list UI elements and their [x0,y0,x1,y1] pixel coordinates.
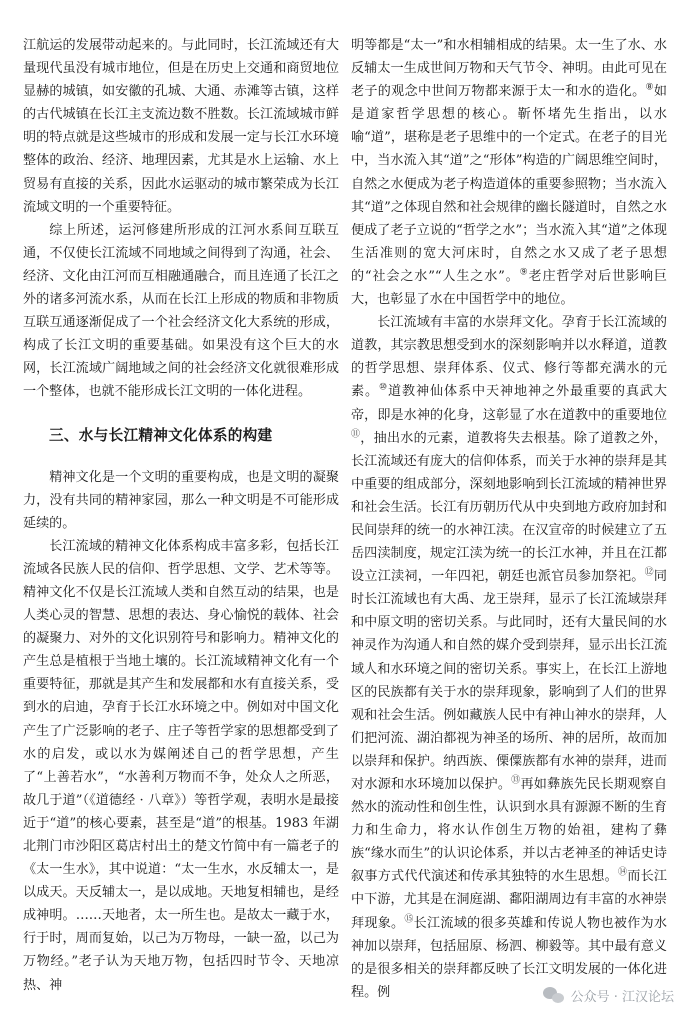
footnote-marker: ⑨ [519,267,529,278]
section-heading: 三、水与长江精神文化体系的构建 [49,426,273,444]
paragraph: 江航运的发展带动起来的。与此同时，长江流域还有大量现代虽没有城市地位，但是在历史上交通和商贸地位显赫的城镇，如安徽的孔城、大通、赤滩等古镇，这样的古代城镇在长江主支流边数不胜数。长江流域城市鲜明的特点就是这些城市的形成和发展一定与长江水环境整体的政治、经济、地理因素，尤其是水上运输、水上贸易有直接的关系，因此水运驱动的城市繁荣成为长江流域文明的一个重要特征。 [23,38,339,215]
text-run: 同时长江流域也有大禹、龙王崇拜，显示了长江流域崇拜和中原文明的密切关系。与此同时，还有大量民间的水神灵作为沟通人和自然的媒介受到崇拜，显示出长江流域人和水环境之间的密切关系。事实上，在长江上游地区的民族都有关于水的崇拜现象，影响到了人们的世界观和社会生活。例如藏族人民中有神山神水的崇拜，人们把河流、湖泊都视为神圣的场所、神的居所，故而加以崇拜和保护。纳西族、傈僳族都有水神的崇拜，进而对水源和水环境加以保护。 [351,569,667,792]
watermark [543,986,674,1005]
footnote-marker: ⑪ [351,429,361,440]
wechat-icon [543,987,565,1005]
text-run: 再如彝族先民长期观察自然水的流动性和创生性，认识到水具有源源不断的生育力和生命力，将水认作创生万物的始祖，建构了彝族“缘水而生”的认识论体系，并以古老神圣的神话史诗叙事方式代代演述和传承其独特的水生思想。 [351,777,668,885]
footnote-marker: ⑭ [617,868,628,879]
footnote-marker: ⑫ [644,567,654,578]
footnote-marker: ⑬ [511,775,521,786]
text-run: 如是道家哲学思想的核心。靳怀堵先生指出，以水喻“道”，堪称是老子思维中的一个定式。在老子的目光中，当水流入其“道”之“形体”构造的广阔思维空间时，自然之水便成为老子构造道体的重要参照物；当水流入其“道”之体现自然和社会规律的幽长隧道时，自然之水便成了老子立说的“哲学之水”；当水流入其“道”之体现生活准则的宽大河床时，自然之水又成了老子思想的“社会之水”“人生之水”。 [351,84,668,284]
text-run: 明等都是“太一”和水相辅相成的结果。太一生了水、水反辅太一生成世间万物和天气节令、神明。由此可见在老子的观念中世间万物都来源于太一和水的造化。 [351,38,667,100]
right-column [351,34,667,1004]
footnote-marker: ⑧ [645,82,654,93]
text-run: 老庄哲学对后世影响巨大，也彰显了水在中国哲学中的地位。 [351,268,667,308]
paragraph: 长江流域的精神文化体系构成丰富多彩，包括长江流域各民族人民的信仰、哲学思想、文学、艺术等等。精神文化不仅是长江流域人类和自然互动的结果，也是人类心灵的智慧、思想的表达、身心愉悦的载体、社会的凝聚力、对外的文化识别符号和影响力。精神文化的产生总是植根于当地土壤的。长江流域精神文化有一个重要特征，那就是其产生和发展都和水有直接关系，受到水的启迪，孕育于长江水环境之中。例如对中国文化产生了广泛影响的老子、庄子等哲学家的思想都受到了水的启发，或以水为媒阐述自己的哲学思想，产生了“上善若水”，“水善利万物而不争，处众人之所恶，故几于道”（《道德经 · 八章》）等哲学观，表明水是最接近于“道”的核心要素，甚至是“道”的根基。1983 年湖北荆门市沙阳区葛店村出土的楚文竹简中有一篇老子的《太一生水》，其中说道：“太一生水，水反辅太一，是以成天。天反辅太一，是以成地。天地复相辅也，是经成神明。……天地者，太一所生也。是故太一藏于水，行于时，周而复始，以己为万物母，一缺一盈，以己为万物经。”老子认为天地万物，包括四时节令、天地凉热、神 [23,538,339,993]
paragraph: 精神文化是一个文明的重要构成，也是文明的凝聚力，没有共同的精神家园，那么一种文明是不可能形成延续的。 [23,469,339,531]
text-run: 长江流域有丰富的水崇拜文化。孕育于长江流域的道教，其宗教思想受到水的深刻影响并以水释道，道教的哲学思想、崇拜体系、仪式、修行等都充满水的元素。 [351,315,667,400]
left-column [23,34,339,997]
footnote-marker: ⑮ [404,914,414,925]
text-run: 而长江中下游，尤其是在洞庭湖、鄱阳湖周边有丰富的水神崇拜现象。 [351,869,668,931]
text-run: ，抽出水的元素，道教将失去根基。除了道教之外，长江流域还有庞大的信仰体系，而关于水神的崇拜是其中重要的组成部分，深刻地影响到长江流域的精神世界和社会生活。长江有历朝历代从中央到地方政府加封和民间崇拜的统一的水神江渎。在汉宣帝的时候建立了五岳四渎制度，规定江渎为统一的长江水神，并且在江都设立江渎祠，一年四祀，朝廷也派官员参加祭祀。 [351,430,667,585]
watermark-text: 公众号 · 江汉论坛 [570,990,674,1005]
footnote-marker: ⑩ [379,383,388,394]
text-run: 道教神仙体系中天神地神之外最重要的真武大帝，即是水神的化身，这彰显了水在道教中的重要地位 [351,384,668,423]
paragraph [351,311,667,1004]
paragraph: 综上所述，运河修建所形成的江河水系间互联互通，不仅使长江流域不同地域之间得到了沟通，社会、经济、文化由江河而互相融通融合，而且连通了长江之外的诸多河流水系，从而在长江上形成的物质和非物质互联互通逐渐促成了一个社会经济文化大系统的形成，构成了长江文明的重要基础。如果没有这个巨大的水网，长江流域广阔地域之间的社会经济文化就很难形成一个整体，也就不能形成长江文明的一体化进程。 [23,222,339,400]
paragraph [351,34,667,311]
text-run: 长江流域的很多英雄和传说人物也被作为水神加以崇拜，包括屈原、杨泗、柳毅等。其中最有意义的是很多相关的崇拜都反映了长江文明发展的一体化进程。例 [351,915,667,1000]
